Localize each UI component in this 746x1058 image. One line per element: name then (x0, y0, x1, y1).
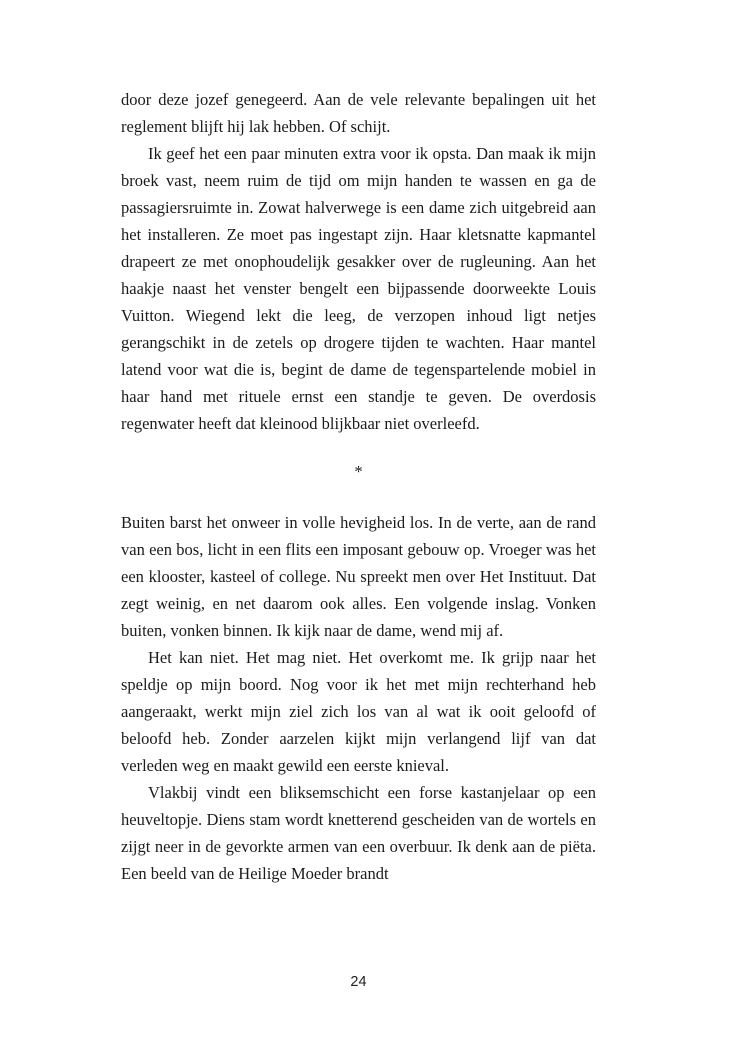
paragraph: Ik geef het een paar minuten extra voor ik opsta. Dan maak ik mijn broek vast, neem ruim de tijd om mijn handen te wassen en ga de passagiersruimte in. Zowat halverwege is een dame zich uitgebreid aan het installeren. Ze moet pas ingestapt zijn. Haar kletsnatte kapmantel drapeert ze met onophoudelijk gesakker over de rugleuning. Aan het haakje naast het venster bengelt een bijpassende doorweekte Louis Vuitton. Wiegend lekt die leeg, de verzopen inhoud ligt netjes gerangschikt in de zetels op drogere tijden te wachten. Haar mantel latend voor wat die is, begint de dame de tegenspartelende mobiel in haar hand met rituele ernst een standje te geven. De overdosis regenwater heeft dat kleinood blijkbaar niet overleefd. (121, 144, 596, 433)
paragraph: Het kan niet. Het mag niet. Het overkomt me. Ik grijp naar het speldje op mijn boord. Nog voor ik het met mijn rechterhand heb aangeraakt, werkt mijn ziel zich los van al wat ik ooit geloofd of beloofd heb. Zonder aarzelen kijkt mijn verlangend lijf van dat verleden weg en maakt gewild een eerste knieval. (121, 648, 596, 775)
paragraph: Vlakbij vindt een bliksemschicht een forse kastanjelaar op een heuveltopje. Diens stam wordt knetterend gescheiden van de wortels en zijgt neer in de gevorkte armen van een overbuur. Ik denk aan de piëta. Een beeld van de Heilige Moeder brandt (121, 783, 596, 883)
page-number: 24 (350, 974, 367, 990)
paragraph-continued: door deze jozef genegeerd. Aan de vele relevante bepalingen uit het reglement blijft hij lak hebben. Of schijt. (121, 90, 596, 136)
section-break-asterisk: * (354, 462, 363, 481)
page-text-block (121, 86, 596, 887)
paragraph-section-start: Buiten barst het onweer in volle hevigheid los. In de verte, aan de rand van een bos, licht in een flits een imposant gebouw op. Vroeger was het een klooster, kasteel of college. Nu spreekt men over Het Instituut. Dat zegt weinig, en net daarom ook alles. Een volgende inslag. Vonken buiten, vonken binnen. Ik kijk naar de dame, wend mij af. (121, 513, 596, 640)
